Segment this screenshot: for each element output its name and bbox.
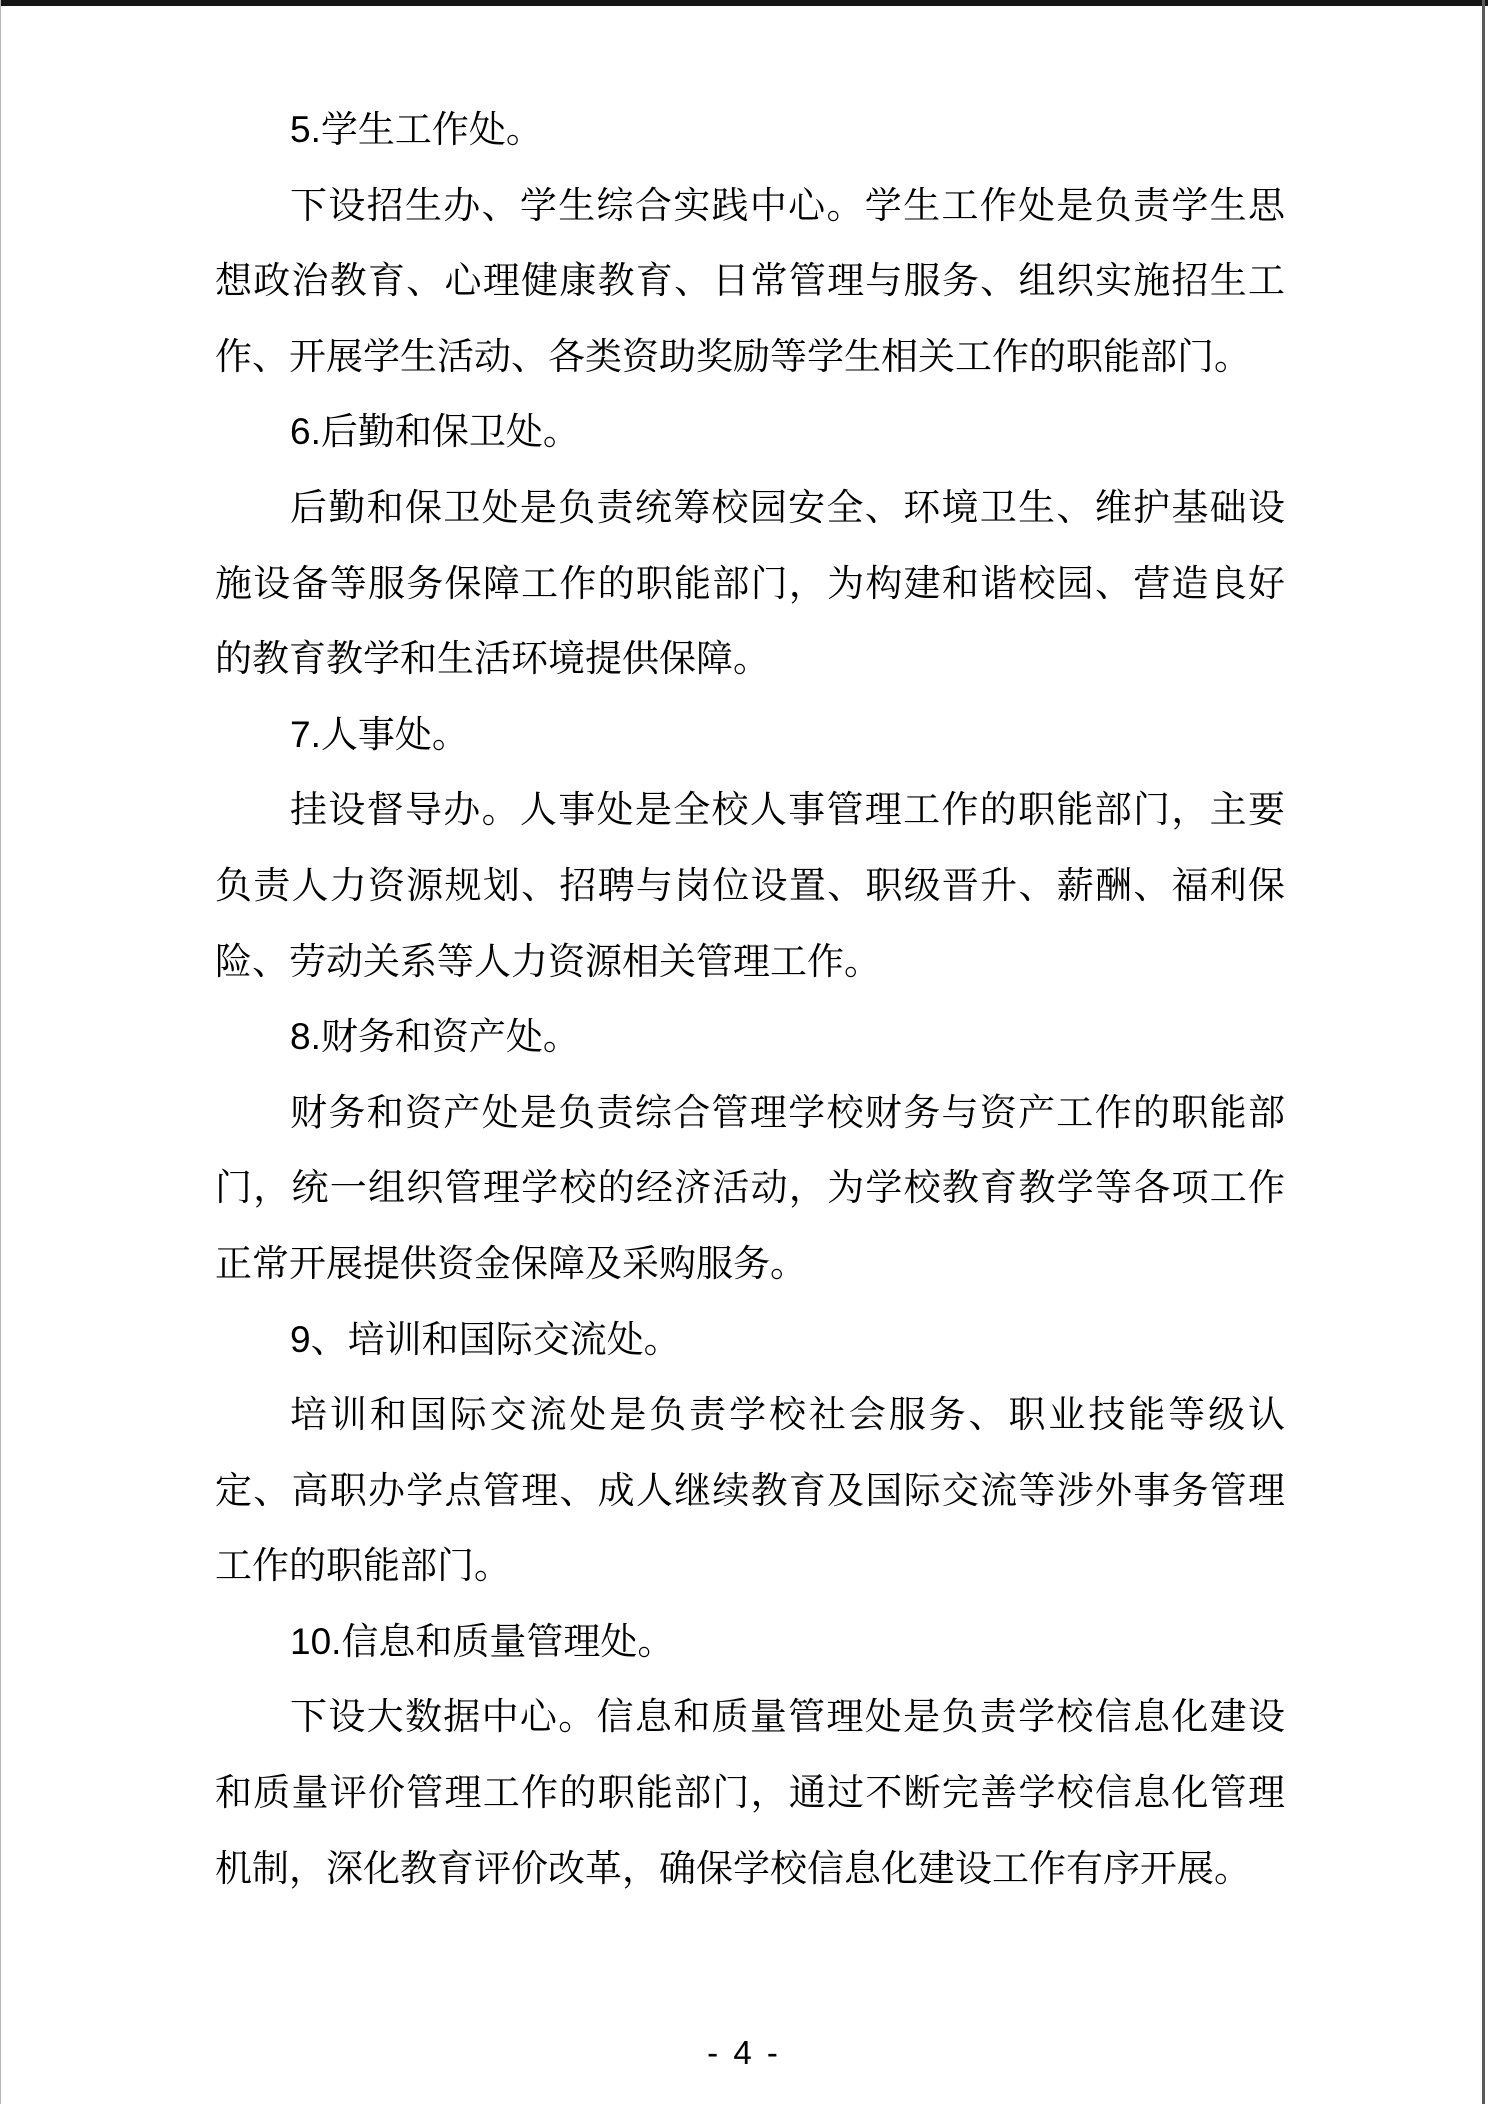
section-heading: 8.财务和资产处。 — [290, 1016, 580, 1058]
paragraph-line: 下设大数据中心。信息和质量管理处是负责学校信息化建设 — [290, 1696, 1285, 1738]
scan-edge-top — [0, 0, 1488, 6]
paragraph-line: 财务和资产处是负责综合管理学校财务与资产工作的职能部 — [290, 1091, 1285, 1133]
section-heading: 6.后勤和保卫处。 — [290, 411, 580, 453]
paragraph-line: 想政治教育、心理健康教育、日常管理与服务、组织实施招生工 — [215, 260, 1285, 302]
section-heading: 9、培训和国际交流处。 — [290, 1318, 681, 1360]
section-heading: 10.信息和质量管理处。 — [290, 1620, 675, 1662]
paragraph-line: 的教育教学和生活环境提供保障。 — [215, 638, 770, 680]
paragraph-line: 门，统一组织管理学校的经济活动，为学校教育教学等各项工作 — [215, 1167, 1285, 1209]
section-heading: 7.人事处。 — [290, 713, 469, 755]
page-number: - 4 - — [707, 2034, 781, 2071]
paragraph-line: 负责人力资源规划、招聘与岗位设置、职级晋升、薪酬、福利保 — [215, 864, 1285, 906]
paragraph-line: 作、开展学生活动、各类资助奖励等学生相关工作的职能部门。 — [215, 335, 1251, 377]
paragraph-line: 定、高职办学点管理、成人继续教育及国际交流等涉外事务管理 — [215, 1469, 1285, 1511]
paragraph-line: 正常开展提供资金保障及采购服务。 — [215, 1242, 807, 1284]
scan-edge-left — [0, 0, 1, 2104]
paragraph-line: 机制，深化教育评价改革，确保学校信息化建设工作有序开展。 — [215, 1847, 1251, 1889]
paragraph-line: 工作的职能部门。 — [215, 1545, 511, 1587]
paragraph-line: 险、劳动关系等人力资源相关管理工作。 — [215, 940, 881, 982]
scan-edge-right — [1482, 0, 1485, 2104]
paragraph-line: 下设招生办、学生综合实践中心。学生工作处是负责学生思 — [290, 184, 1285, 226]
paragraph-line: 施设备等服务保障工作的职能部门，为构建和谐校园、营造良好 — [215, 562, 1285, 604]
section-heading: 5.学生工作处。 — [290, 109, 543, 150]
document-body — [215, 92, 1285, 1906]
paragraph-line: 后勤和保卫处是负责统筹校园安全、环境卫生、维护基础设 — [290, 486, 1285, 528]
paragraph-line: 培训和国际交流处是负责学校社会服务、职业技能等级认 — [290, 1394, 1285, 1436]
paragraph-line: 挂设督导办。人事处是全校人事管理工作的职能部门，主要 — [290, 789, 1285, 831]
paragraph-line: 和质量评价管理工作的职能部门，通过不断完善学校信息化管理 — [215, 1772, 1285, 1814]
